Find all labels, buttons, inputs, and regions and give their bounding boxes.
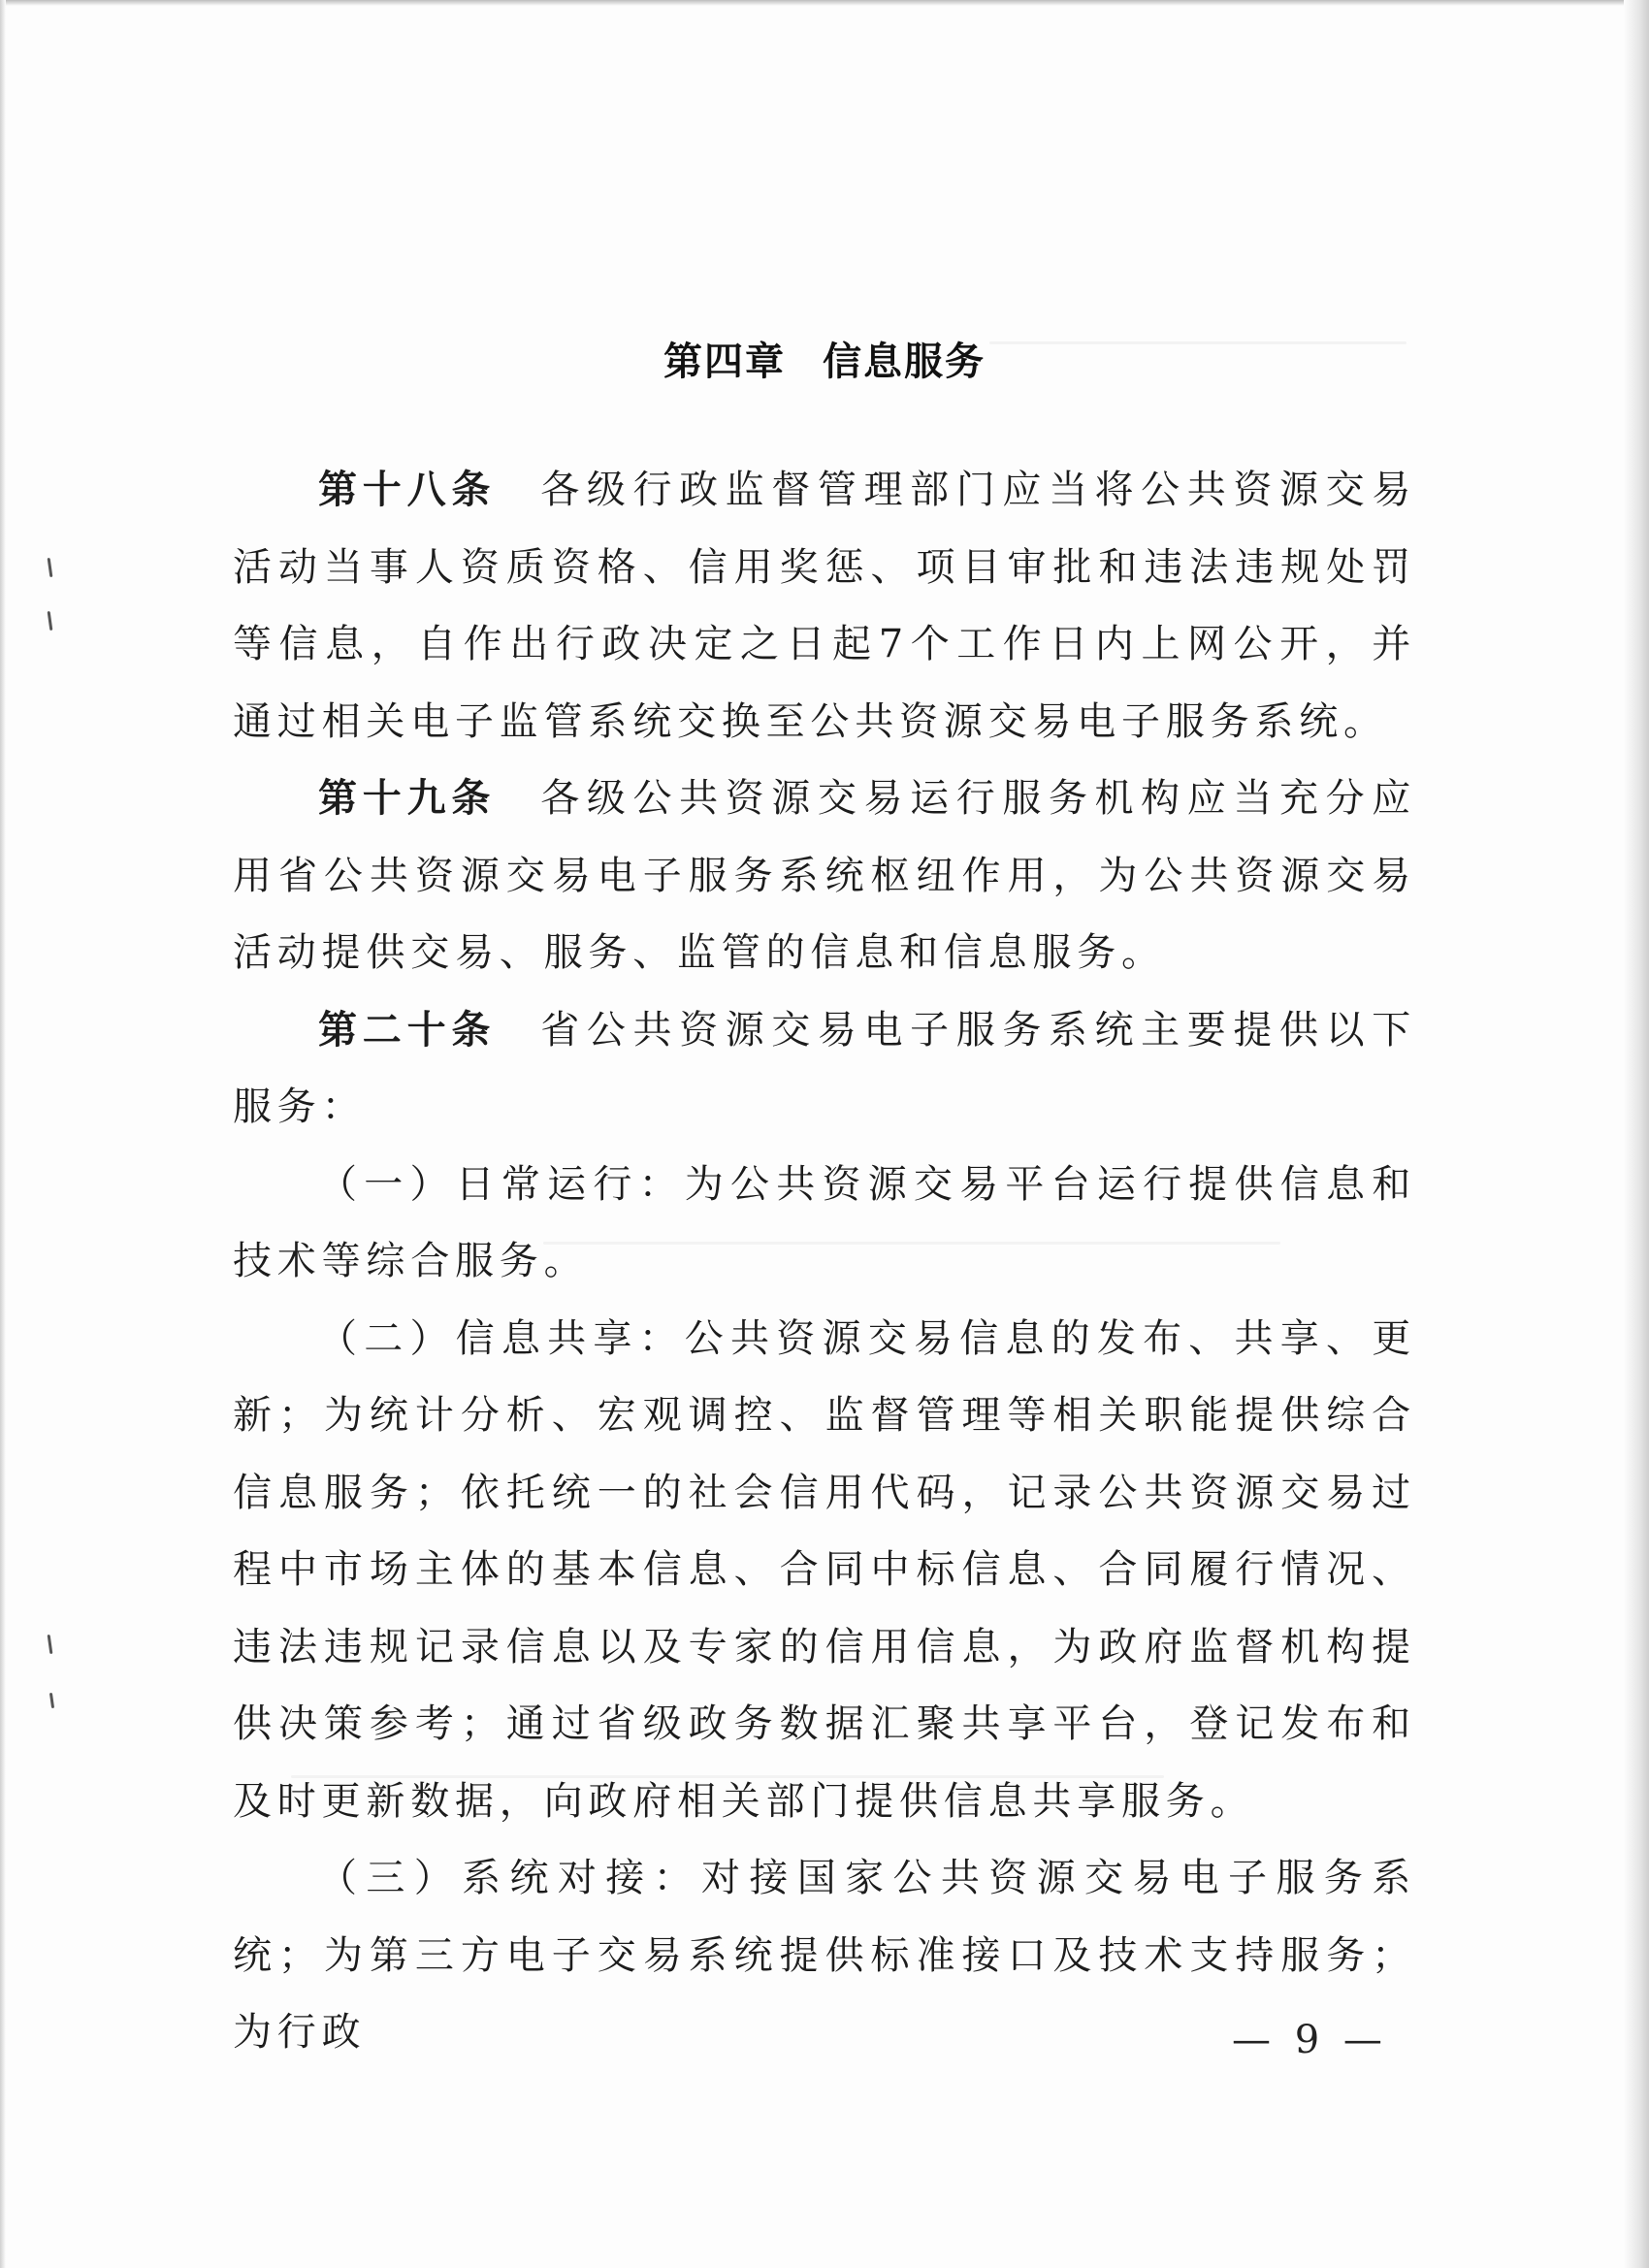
body-text xyxy=(233,452,1416,2072)
list-item: （一）日常运行：为公共资源交易平台运行提供信息和技术等综合服务。 xyxy=(233,1161,1416,1283)
article-number: 第十九条 xyxy=(318,776,497,821)
article-text: 各级行政监督管理部门应当将公共资源交易活动当事人资质资格、信用奖惩、项目审批和违法违规处罚等信息，自作出行政决定之日起7个工作日内上网公开，并通过相关电子监管系统交换至公共资源交易电子服务系统。 xyxy=(233,468,1417,744)
article-number: 第十八条 xyxy=(318,468,497,512)
binding-mark xyxy=(49,1693,54,1708)
chapter-name: 信息服务 xyxy=(823,339,986,384)
binding-mark xyxy=(48,611,53,631)
article-19 xyxy=(233,761,1416,992)
list-item: （二）信息共享：公共资源交易信息的发布、共享、更新；为统计分析、宏观调控、监督管理等相关职能提供综合信息服务；依托统一的社会信用代码，记录公共资源交易过程中市场主体的基本信息、合同中标信息、合同履行情况、违法违规记录信息以及专家的信用信息，为政府监督机构提供决策参考；通过省级政务数据汇聚共享平台，登记发布和及时更新数据，向政府相关部门提供信息共享服务。 xyxy=(233,1315,1416,1824)
chapter-title xyxy=(0,331,1649,386)
article-20 xyxy=(233,992,1416,1147)
chapter-number: 第四章 xyxy=(663,339,786,384)
list-item: （三）系统对接：对接国家公共资源交易电子服务系统；为第三方电子交易系统提供标准接口及技术支持服务；为行政 xyxy=(233,1856,1416,2055)
page-number: — 9 — xyxy=(1232,2018,1388,2062)
article-18 xyxy=(233,452,1416,761)
binding-mark xyxy=(48,558,53,577)
article-number: 第二十条 xyxy=(318,1007,497,1053)
scan-edge-top xyxy=(0,0,1649,6)
binding-mark xyxy=(48,1635,53,1654)
article-text: 省公共资源交易电子服务系统主要提供以下服务： xyxy=(233,1007,1417,1129)
article-text: 各级公共资源交易运行服务机构应当充分应用省公共资源交易电子服务系统枢纽作用，为公共资源交易活动提供交易、服务、监管的信息和信息服务。 xyxy=(233,776,1417,975)
